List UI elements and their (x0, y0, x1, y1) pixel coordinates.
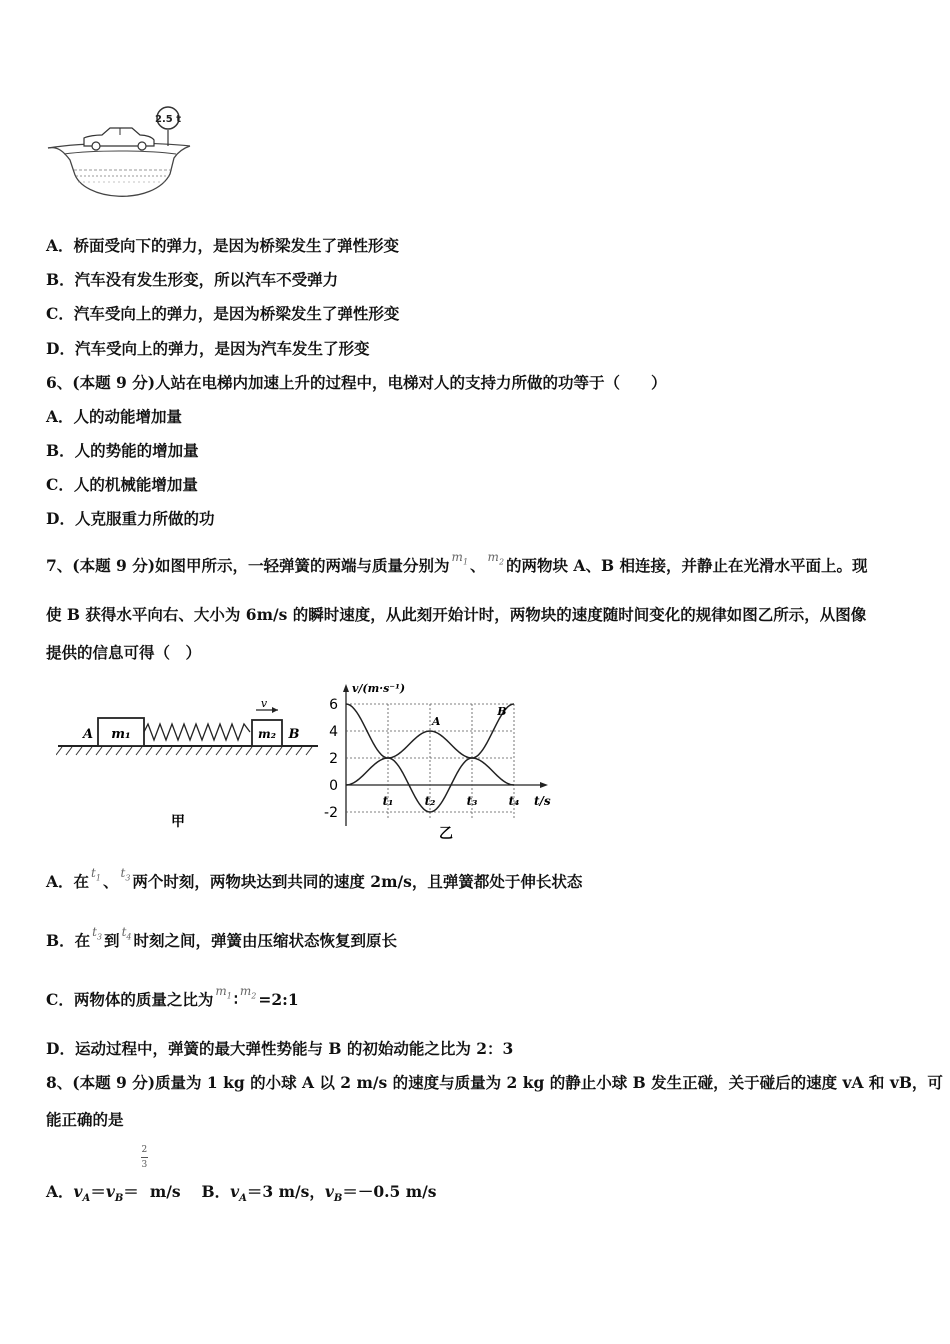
q7-option-d[interactable]: D．运动过程中，弹簧的最大弹性势能与 B 的初始动能之比为 2：3 (46, 1039, 514, 1058)
m1-symbol: $m_1$ (215, 984, 232, 1001)
weight-limit-sign: 2.5 t (155, 114, 181, 125)
y-tick-label: 6 (329, 697, 338, 713)
q6-option-a[interactable]: A．人的动能增加量 (46, 407, 183, 426)
m2-symbol: $m_2$ (487, 550, 505, 567)
x-axis-label: t/s (534, 794, 551, 808)
x-tick-label: t₃ (466, 794, 478, 808)
q6-option-c[interactable]: C．人的机械能增加量 (46, 475, 198, 494)
series-B-label: B (497, 704, 507, 718)
series-A-label: A (432, 715, 441, 728)
t3-symbol: $t_3$ (120, 866, 131, 883)
x-tick-label: t₂ (424, 794, 436, 808)
svg-text:A: A (82, 727, 94, 742)
svg-text:m₁: m₁ (111, 727, 131, 742)
x-tick-label: t₄ (508, 794, 520, 808)
va-symbol: $v_A$ (230, 1182, 247, 1205)
car-icon (84, 128, 154, 150)
t4-symbol: $t_4$ (121, 925, 132, 942)
q6-stem: 6、(本题 9 分)人站在电梯内加速上升的过程中，电梯对人的支持力所做的功等于（ ） (46, 373, 667, 392)
spring-icon (144, 724, 250, 740)
m2-symbol: $m_2$ (239, 984, 257, 1001)
q5-option-c[interactable]: C．汽车受向上的弹力，是因为桥梁发生了弹性形变 (46, 304, 400, 323)
vb-symbol: $v_B$ (105, 1182, 124, 1205)
q7-stem-line-3: 提供的信息可得（ ） (46, 643, 202, 662)
y-tick-label: -2 (324, 805, 338, 821)
t3-symbol: $t_3$ (92, 925, 103, 942)
q6-option-d[interactable]: D．人克服重力所做的功 (46, 509, 215, 528)
y-axis-label: v/(m·s⁻¹) (352, 682, 406, 695)
q6-option-b[interactable]: B．人的势能的增加量 (46, 441, 199, 460)
q8-stem-line-1: 8、(本题 9 分)质量为 1 kg 的小球 A 以 2 m/s 的速度与质量为 2 kg 的静止小球 B 发生正碰，关于碰后的速度 vA 和 vB，可 (46, 1073, 943, 1092)
fraction-two-thirds: $\frac{2}{3}$ (141, 1145, 148, 1170)
figure-yi-velocity-chart (318, 678, 558, 846)
bridge-figure (44, 102, 194, 212)
q7-option-a[interactable]: A．在 $t_1$ 、 $t_3$ 两个时刻，两物块达到共同的速度 2m/s，且弹簧都处于伸长状态 (46, 872, 582, 898)
t1-symbol: $t_1$ (91, 866, 101, 883)
y-tick-label: 2 (329, 751, 338, 767)
svg-text:v: v (260, 700, 268, 710)
figure-jia-caption: 甲 (171, 814, 185, 830)
q8-stem-line-2: 能正确的是 (46, 1110, 124, 1129)
svg-text:m₂: m₂ (258, 727, 276, 741)
q5-option-a[interactable]: A．桥面受向下的弹力，是因为桥梁发生了弹性形变 (46, 236, 400, 255)
svg-text:B: B (288, 727, 300, 742)
vb-symbol: $v_B$ (324, 1182, 343, 1205)
x-tick-label: t₁ (382, 794, 394, 808)
q5-option-b[interactable]: B．汽车没有发生形变，所以汽车不受弹力 (46, 270, 339, 289)
y-tick-label: 0 (329, 778, 338, 794)
figure-yi-caption: 乙 (439, 826, 453, 842)
q7-option-c[interactable]: C．两物体的质量之比为 $m_1$ ∶ $m_2$ =2:1 (46, 990, 299, 1016)
q8-options[interactable]: A．$v_A=v_B=$ $\frac{2}{3}$ m/s B．$v_A=3$ m/s，$v_B=-0.5$ m/s (46, 1145, 437, 1205)
q5-option-d[interactable]: D．汽车受向上的弹力，是因为汽车发生了形变 (46, 339, 370, 358)
q7-option-b[interactable]: B．在 $t_3$ 到 $t_4$ 时刻之间，弹簧由压缩状态恢复到原长 (46, 931, 397, 957)
figure-jia-spring-blocks (56, 700, 326, 840)
va-symbol: $v_A$ (73, 1182, 91, 1205)
q7-stem-line-1: 7、(本题 9 分)如图甲所示，一轻弹簧的两端与质量分别为 $m_1$ 、 $m_2$ 的两物块 A、B 相连接，并静止在光滑水平面上。现 (46, 556, 867, 582)
m1-symbol: $m_1$ (451, 550, 469, 567)
y-tick-label: 4 (329, 724, 338, 740)
y-axis-arrow (343, 684, 349, 692)
q7-stem-line-2: 使 B 获得水平向右、大小为 6m/s 的瞬时速度，从此刻开始计时，两物块的速度随时间变化的规律如图乙所示，从图像 (46, 605, 867, 624)
x-axis-arrow (540, 782, 548, 788)
